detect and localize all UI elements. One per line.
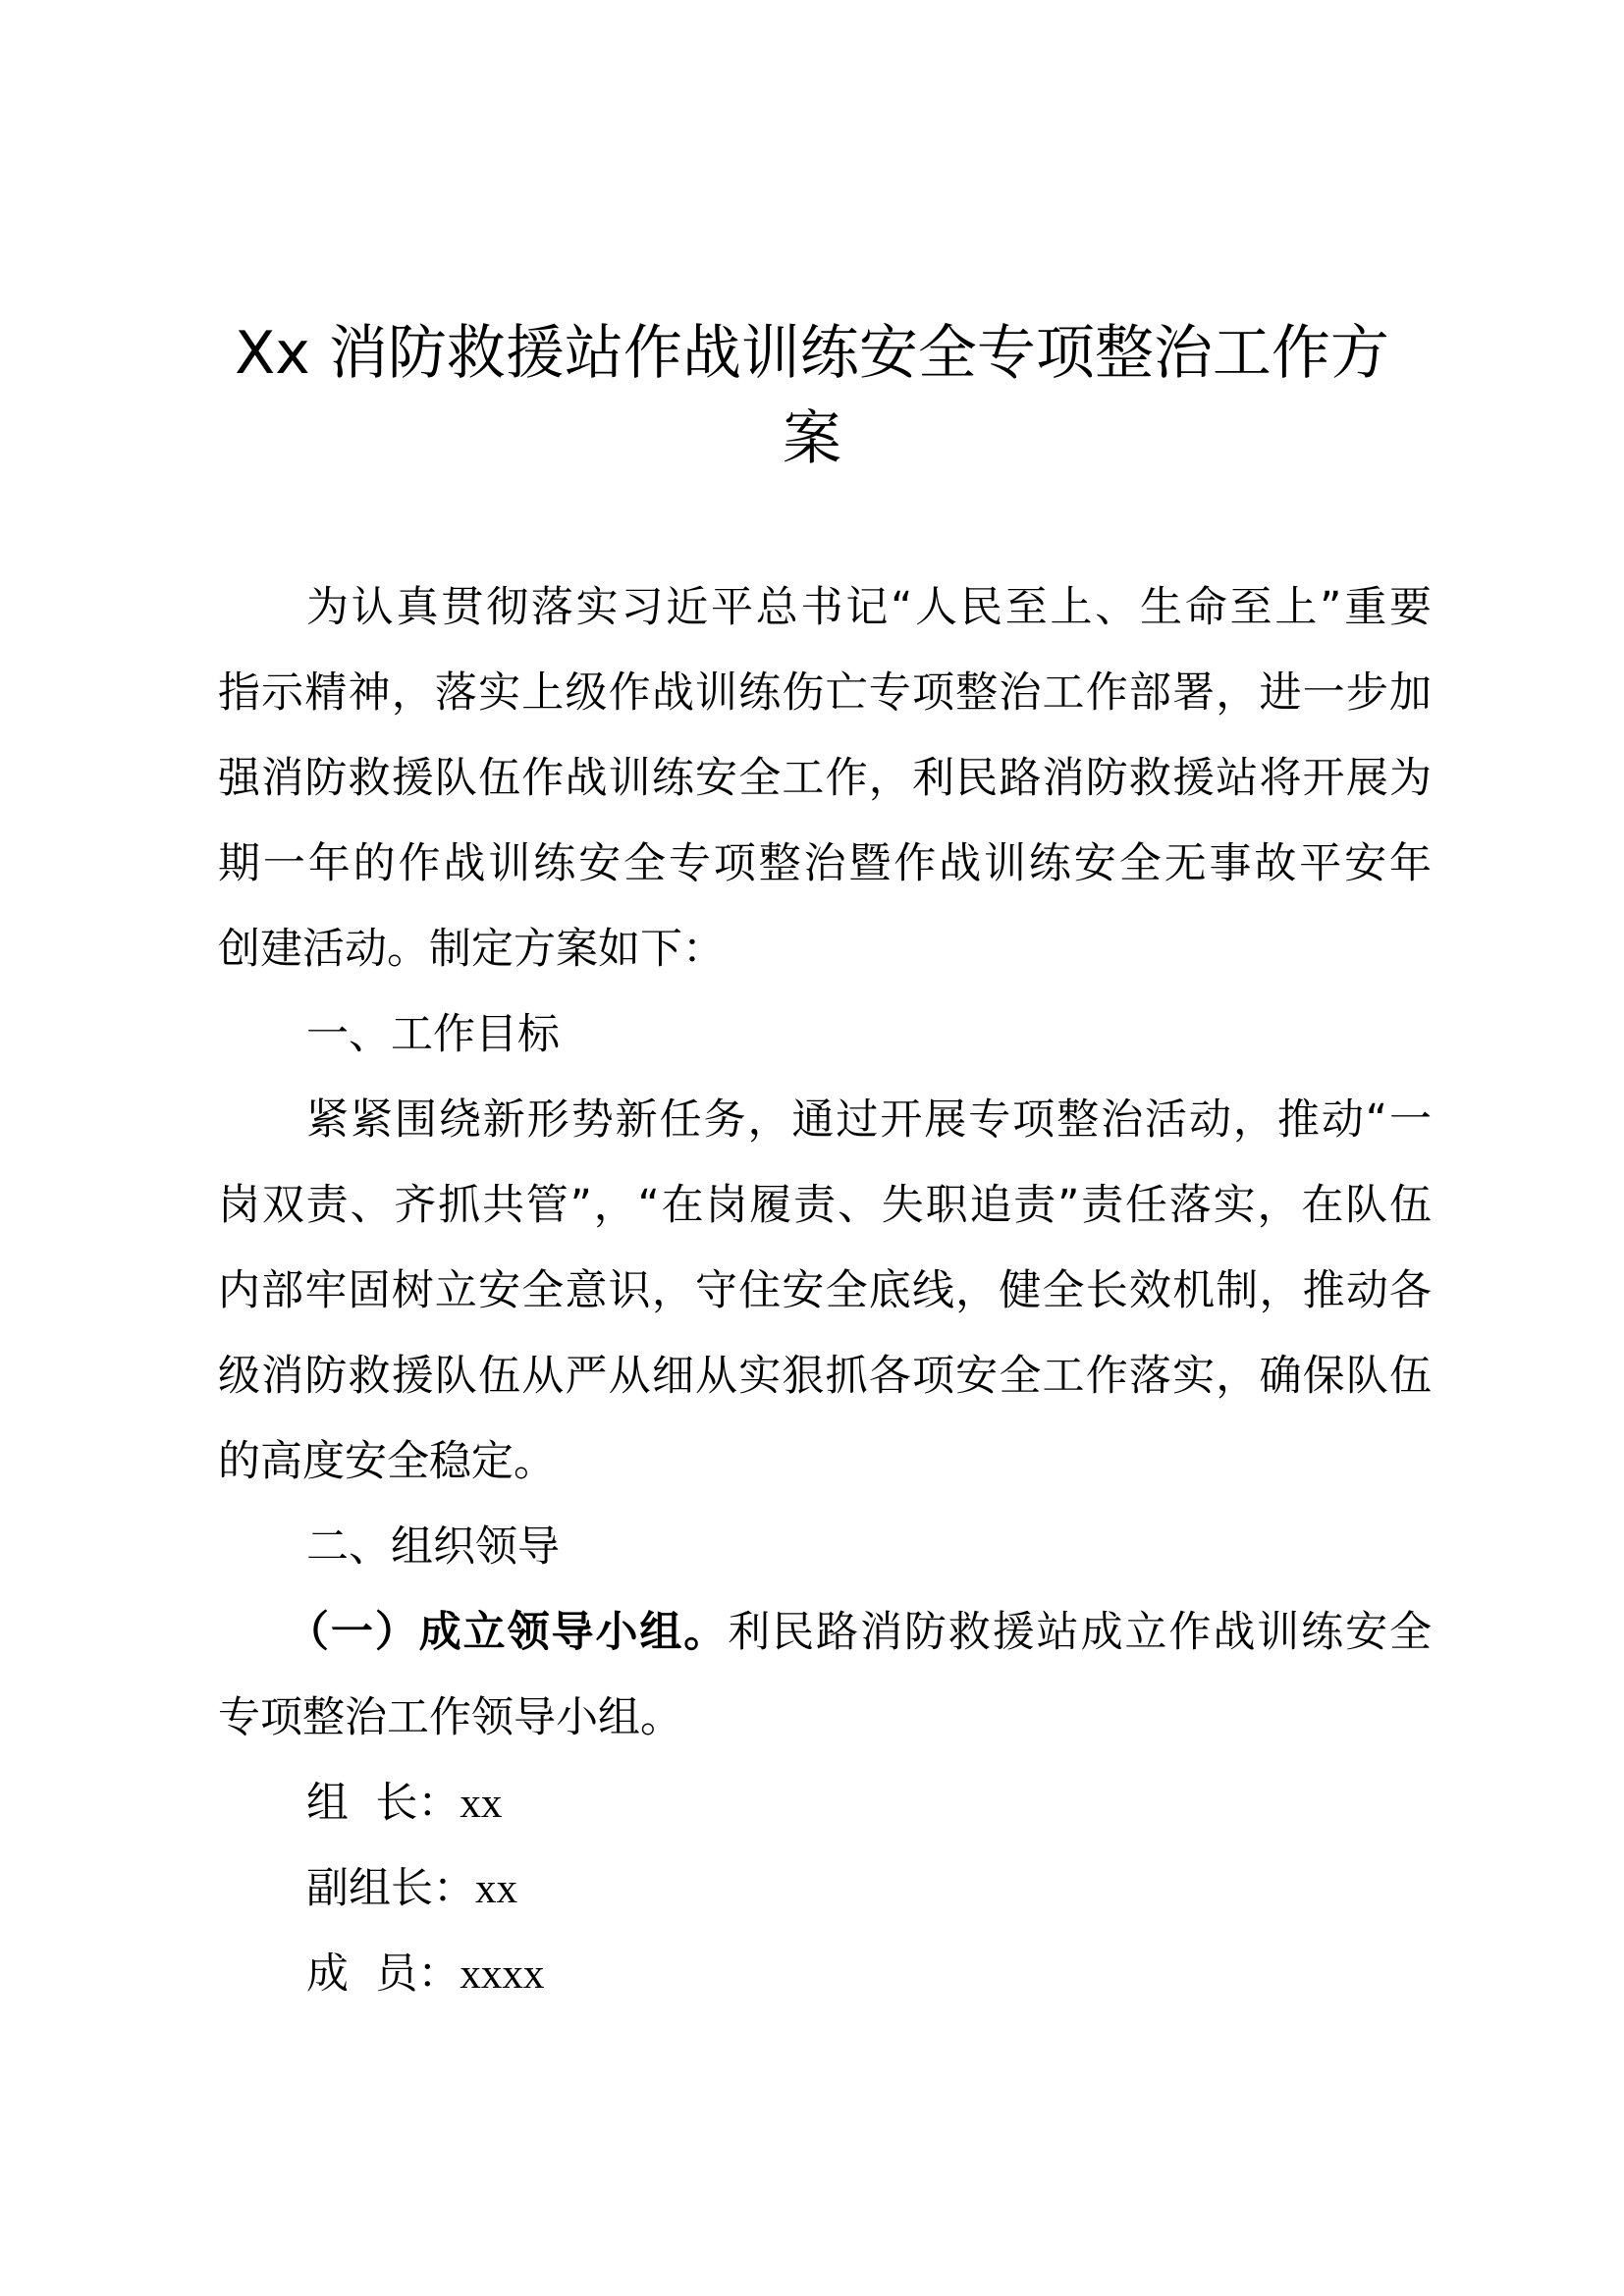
- subsection-title: （一）成立领导小组。: [287, 1608, 729, 1657]
- intro-line: 期一年的作战训练安全专项整治暨作战训练安全无事故平安年: [218, 839, 1432, 888]
- member-name: xxxx: [460, 1951, 545, 1998]
- role-label: 副组长：: [306, 1864, 475, 1913]
- subsection-text-line: 专项整治工作领导小组。: [218, 1693, 682, 1742]
- member-deputy-leader: [218, 1846, 1432, 1932]
- section-heading-goals: 一、工作目标: [306, 1010, 560, 1059]
- intro-line: 强消防救援队伍作战训练安全工作，利民路消防救援站将开展为: [218, 754, 1432, 803]
- goals-line: 岗双责、齐抓共管”，“在岗履责、失职追责”责任落实，在队伍: [218, 1181, 1432, 1230]
- member-members: [218, 1932, 1432, 2017]
- intro-line: 指示精神，落实上级作战训练伤亡专项整治工作部署，进一步加: [218, 668, 1432, 718]
- document-title-line-2: 案: [783, 404, 841, 473]
- subsection-text: 利民路消防救援站成立作战训练安全: [728, 1608, 1433, 1657]
- role-label: 组 长：: [306, 1779, 460, 1828]
- goals-line: 级消防救援队伍从严从细从实狠抓各项安全工作落实，确保队伍: [218, 1352, 1432, 1401]
- member-name: xx: [460, 1781, 503, 1827]
- goals-line: 的高度安全稳定。: [218, 1437, 556, 1486]
- member-leader: [218, 1761, 1432, 1846]
- goals-line: 紧紧围绕新形势新任务，通过开展专项整治活动，推动“一: [306, 1095, 1432, 1145]
- section-heading-organization: 二、组织领导: [306, 1522, 560, 1572]
- intro-line: 创建活动。制定方案如下：: [218, 925, 725, 974]
- subsection-leadership-group: [218, 1590, 1432, 1676]
- intro-line: 为认真贯彻落实习近平总书记“人民至上、生命至上”重要: [306, 583, 1432, 632]
- member-name: xx: [475, 1866, 517, 1912]
- document-title-line-1: Xx 消防救援站作战训练安全专项整治工作方: [235, 319, 1389, 388]
- role-label: 成 员：: [306, 1949, 460, 1999]
- document-body: [218, 565, 1432, 2017]
- goals-line: 内部牢固树立安全意识，守住安全底线，健全长效机制，推动各: [218, 1266, 1432, 1315]
